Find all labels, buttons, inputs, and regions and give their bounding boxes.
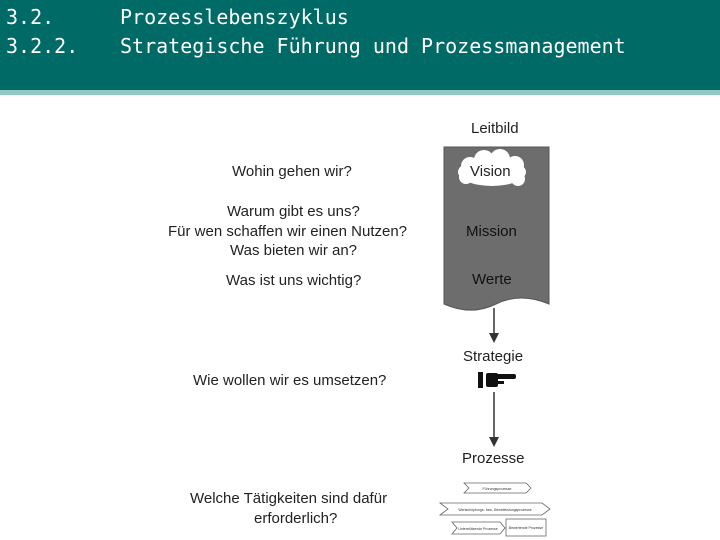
arrow-to-prozesse-icon — [489, 392, 499, 447]
question-mission-3: Was bieten wir an? — [230, 242, 358, 259]
subsection-number: 3.2.2. — [6, 34, 79, 58]
leitbild-label: Leitbild — [471, 120, 519, 137]
question-mission-1: Warum gibt es uns? — [227, 203, 360, 220]
process-map-fuehrung: Führungsprozesse — [482, 487, 512, 491]
prozesse-label: Prozesse — [462, 450, 525, 467]
question-mission-2: Für wen schaffen wir einen Nutzen? — [168, 223, 408, 240]
process-map-graphic — [440, 483, 550, 536]
question-strategie: Wie wollen wir es umsetzen? — [193, 372, 387, 389]
section-number: 3.2. — [6, 5, 55, 29]
section-title: Prozesslebenszyklus — [120, 5, 349, 29]
question-vision: Wohin gehen wir? — [232, 163, 352, 180]
process-map-unterstuetzung: Unterstützende Prozesse — [458, 527, 498, 531]
werte-label: Werte — [472, 271, 512, 288]
strategie-label: Strategie — [463, 348, 524, 365]
process-map-bewertung: Bewertende Prozesse — [508, 526, 544, 530]
pointing-hand-icon — [478, 372, 516, 388]
question-prozesse-1: Welche Tätigkeiten sind dafür — [190, 490, 388, 507]
arrow-to-strategie-icon — [489, 308, 499, 343]
mission-label: Mission — [466, 223, 517, 240]
vision-label: Vision — [470, 163, 511, 180]
question-prozesse-2: erforderlich? — [254, 510, 338, 527]
subsection-title: Strategische Führung und Prozessmanagement — [120, 34, 626, 58]
question-werte: Was ist uns wichtig? — [226, 272, 362, 289]
process-map-wertschoepfung: Wertschöpfungs- bzw. Dienstleistungsprozesse — [458, 508, 532, 512]
